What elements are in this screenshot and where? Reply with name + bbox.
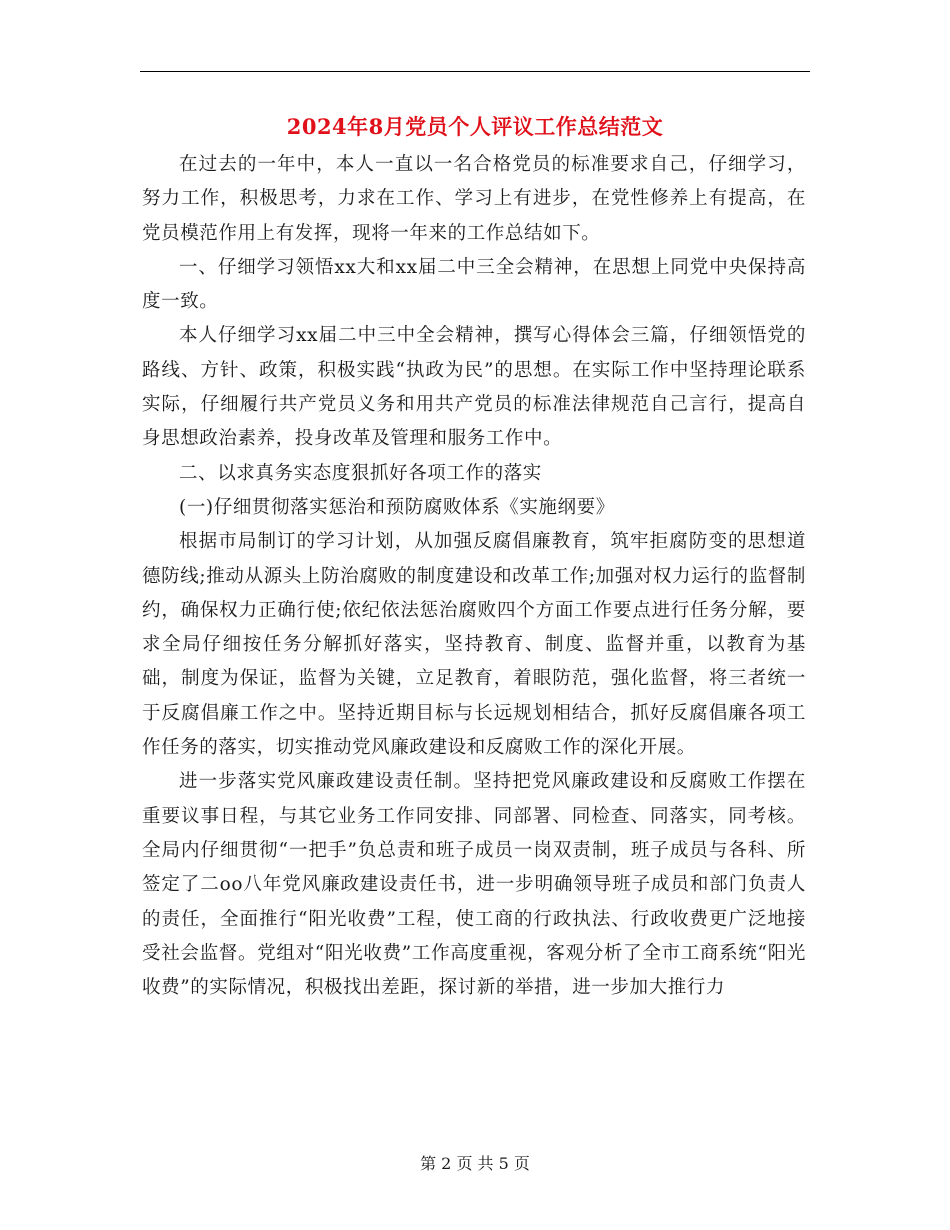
paragraph-anti-corruption-plan: 根据市局制订的学习计划，从加强反腐倡廉教育，筑牢拒腐防变的思想道德防线;推动从源头上防治腐败的制度建设和改革工作;加强对权力运行的监督制约，确保权力正确行使;依纪依法惩治腐败四个方面工作要点进行任务分解，要求全局仔细按任务分解抓好落实，坚持教育、制度、监督并重，以教育为基础，制度为保证，监督为关键，立足教育，着眼防范，强化监督，将三者统一于反腐倡廉工作之中。坚持近期目标与长远规划相结合，抓好反腐倡廉各项工作任务的落实，切实推动党风廉政建设和反腐败工作的深化开展。: [142, 531, 806, 759]
paragraph-study: 本人仔细学习xx届二中三中全会精神，撰写心得体会三篇，仔细领悟党的路线、方针、政策，积极实践“执政为民”的思想。在实际工作中坚持理论联系实际，仔细履行共产党员义务和用共产党员的标准法律规范自己言行，提高自身思想政治素养，投身改革及管理和服务工作中。: [142, 325, 806, 450]
paragraph-section-one-heading: 一、仔细学习领悟xx大和xx届二中三全会精神，在思想上同党中央保持高度一致。: [142, 256, 806, 313]
paragraph-intro: 在过去的一年中，本人一直以一名合格党员的标准要求自己，仔细学习，努力工作，积极思考，力求在工作、学习上有进步，在党性修养上有提高，在党员模范作用上有发挥，现将一年来的工作总结如下。: [142, 154, 806, 244]
paragraph-subsection-one-heading: (一)仔细贯彻落实惩治和预防腐败体系《实施纲要》: [179, 496, 615, 518]
document-body: [142, 148, 806, 1005]
header-rule: [140, 71, 810, 72]
paragraph-section-two-heading: 二、以求真务实态度狠抓好各项工作的落实: [179, 462, 542, 484]
paragraph-responsibility-system: 进一步落实党风廉政建设责任制。坚持把党风廉政建设和反腐败工作摆在重要议事日程，与其它业务工作同安排、同部署、同检查、同落实，同考核。全局内仔细贯彻“一把手”负总责和班子成员一岗双责制，班子成员与各科、所签定了二oo八年党风廉政建设责任书，进一步明确领导班子成员和部门负责人的责任，全面推行“阳光收费”工程，使工商的行政执法、行政收费更广泛地接受社会监督。党组对“阳光收费”工作高度重视，客观分析了全市工商系统“阳光收费”的实际情况，积极找出差距，探讨新的举措，进一步加大推行力: [142, 771, 806, 999]
page-number: 第 2 页 共 5 页: [420, 1154, 530, 1173]
document-title: 2024年8月党员个人评议工作总结范文: [286, 114, 664, 139]
